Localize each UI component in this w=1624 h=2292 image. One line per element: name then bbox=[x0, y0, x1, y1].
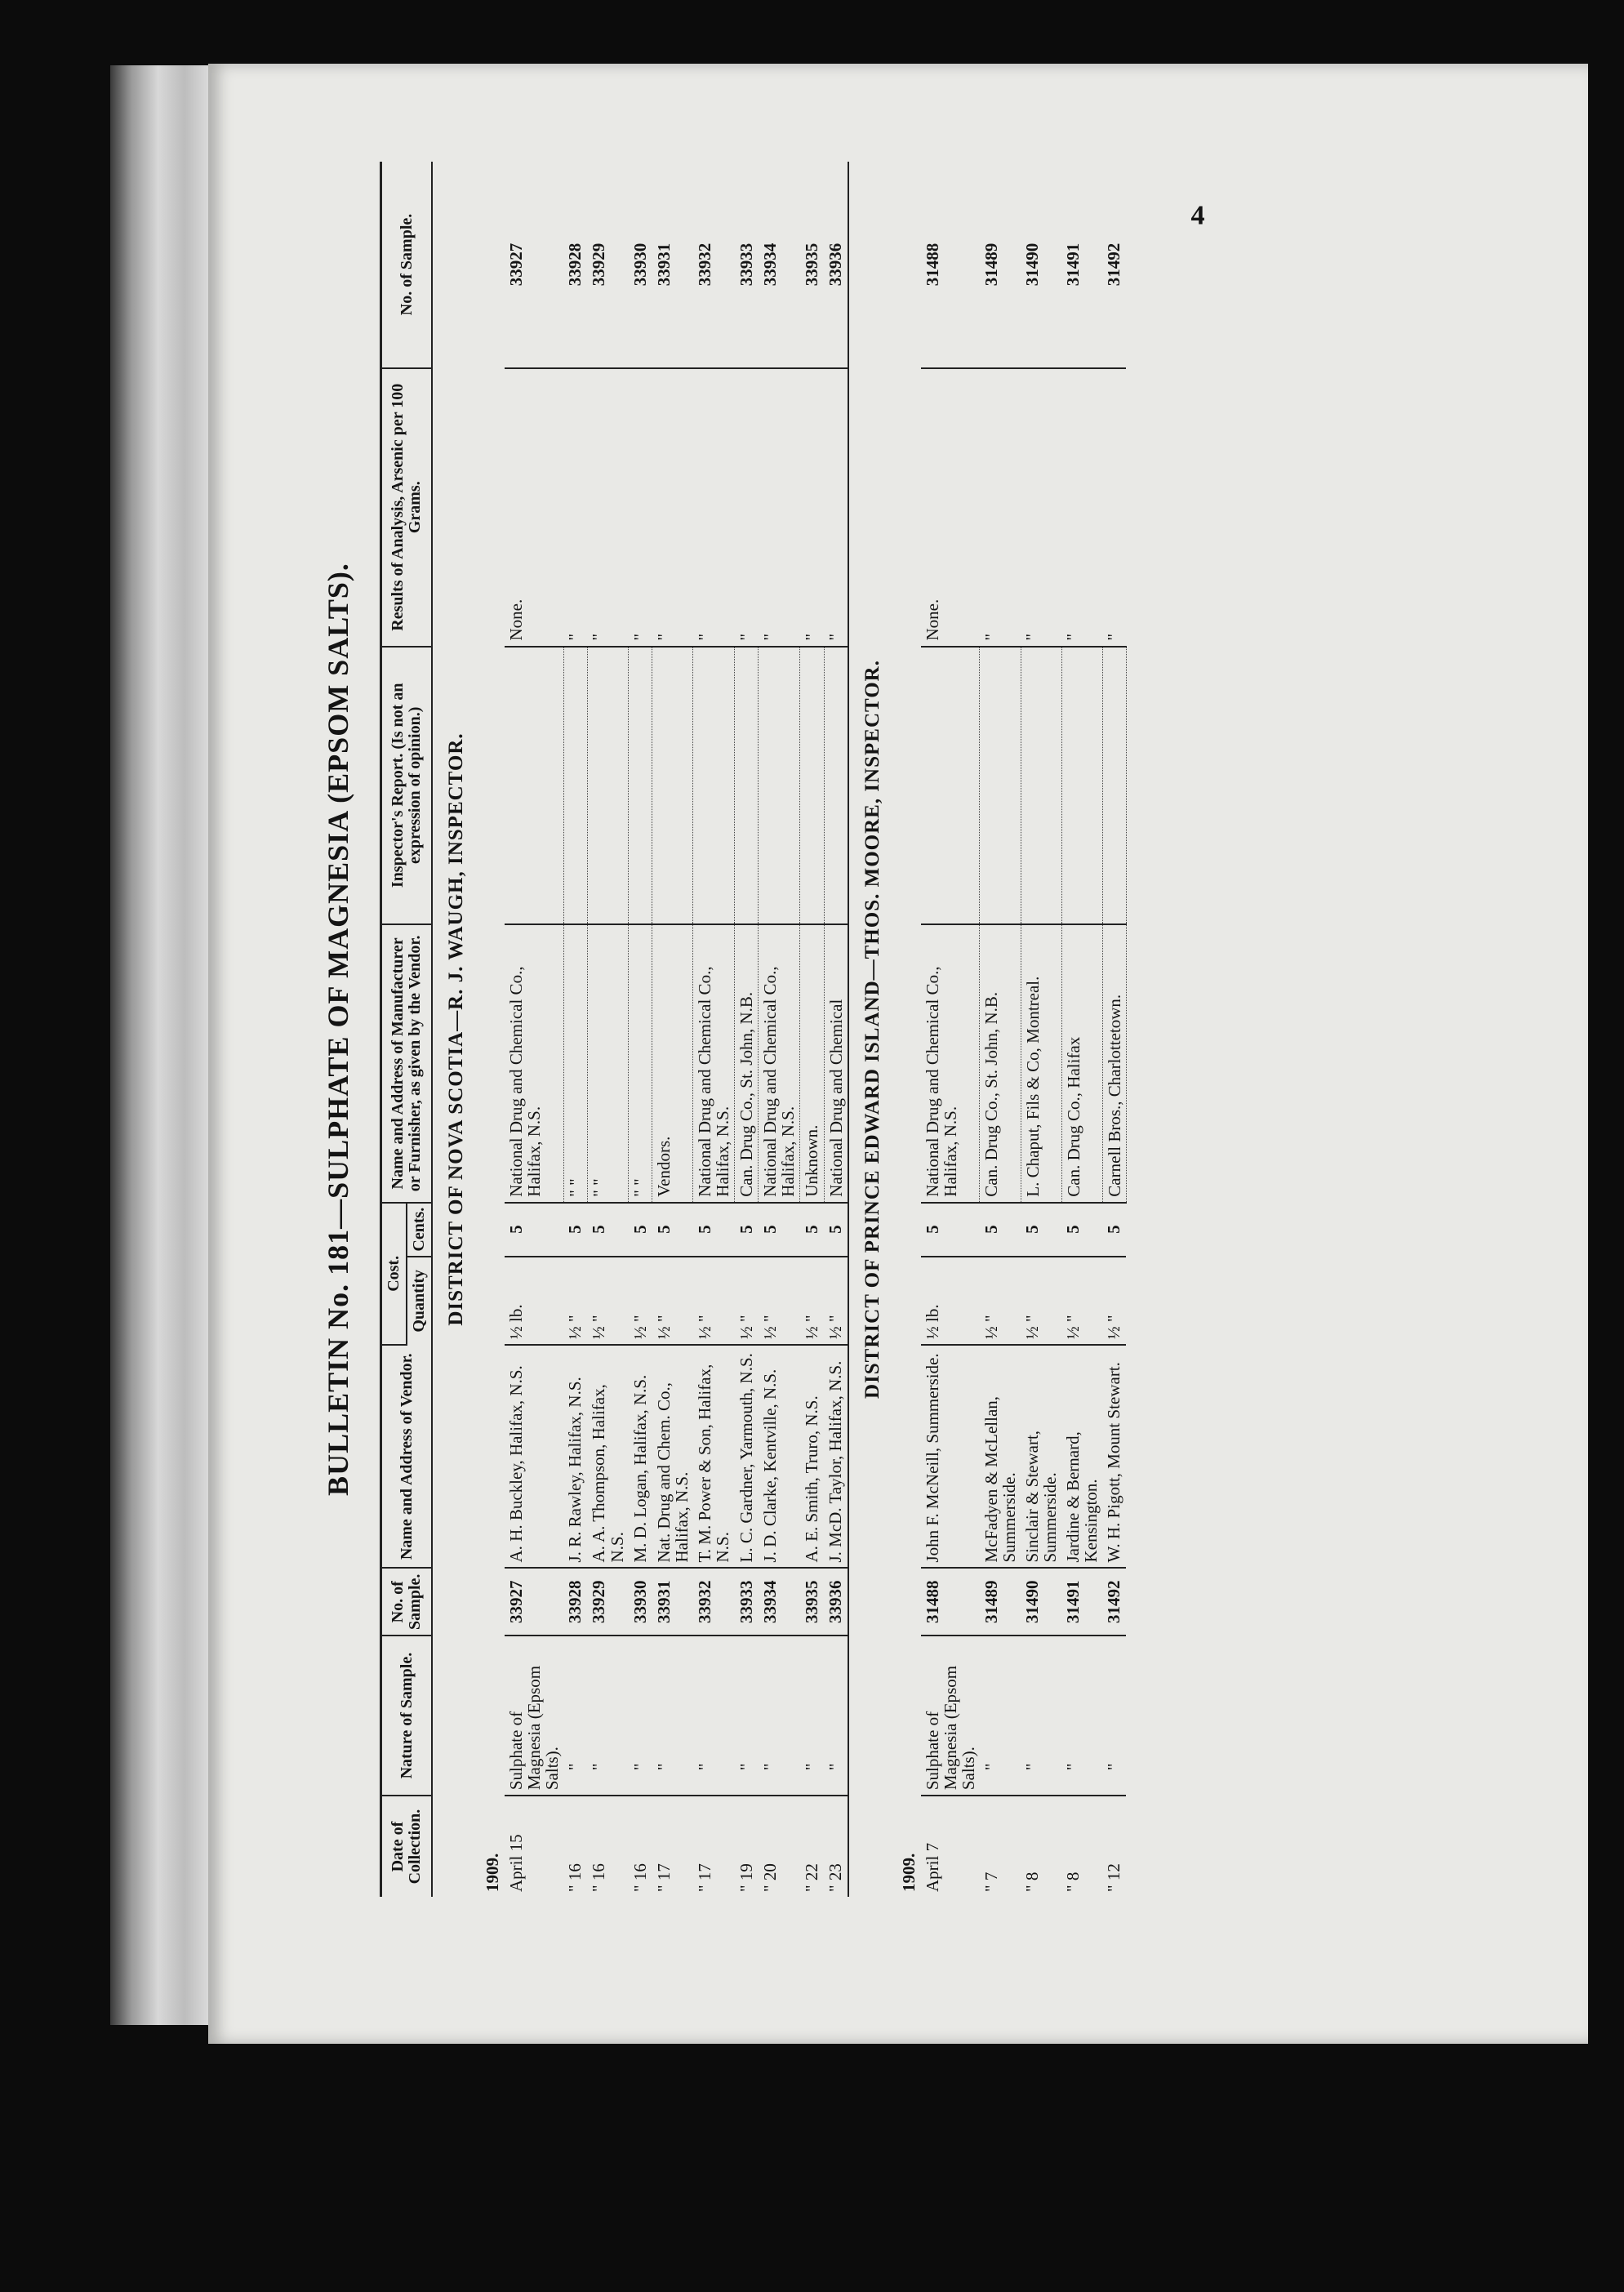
header-quantity: Quantity bbox=[407, 1257, 432, 1345]
header-inspector-report: Inspector's Report. (Is not an expression of opinion.) bbox=[381, 647, 433, 925]
nature-cell: " bbox=[1021, 1636, 1061, 1796]
vendor-cell: M. D. Logan, Halifax, N.S. bbox=[629, 1345, 652, 1569]
quantity-cell: ½ " bbox=[1021, 1257, 1061, 1345]
cents-cell: 5 bbox=[1102, 1203, 1126, 1257]
inspector-report-cell bbox=[800, 647, 824, 925]
table-row bbox=[693, 162, 735, 1897]
inspector-report-cell bbox=[1102, 647, 1126, 925]
inspector-report-cell bbox=[505, 647, 563, 925]
sample-number-right-cell: 33933 bbox=[735, 162, 759, 368]
nature-cell: " bbox=[629, 1636, 652, 1796]
result-cell: " bbox=[980, 368, 1021, 647]
nature-cell: " bbox=[824, 1636, 848, 1796]
table-row bbox=[980, 162, 1021, 1897]
inspector-report-cell bbox=[921, 647, 980, 925]
sample-number-cell: 31490 bbox=[1021, 1569, 1061, 1636]
table-body bbox=[432, 162, 1126, 1897]
date-cell: " 22 bbox=[801, 1863, 821, 1892]
year-row bbox=[897, 162, 921, 1897]
header-results: Results of Analysis, Arsenic per 100 Grams. bbox=[381, 368, 433, 647]
nature-cell: " bbox=[693, 1636, 735, 1796]
table-row bbox=[735, 162, 759, 1897]
cents-cell: 5 bbox=[587, 1203, 628, 1257]
sample-number-cell: 33928 bbox=[563, 1569, 587, 1636]
date-cell: " 17 bbox=[653, 1863, 674, 1892]
sample-number-right-cell: 31492 bbox=[1102, 162, 1126, 368]
nature-cell: " bbox=[587, 1636, 628, 1796]
cents-cell: 5 bbox=[563, 1203, 587, 1257]
header-nature: Nature of Sample. bbox=[381, 1636, 433, 1796]
vendor-cell: A. A. Thompson, Halifax, N.S. bbox=[587, 1345, 628, 1569]
date-cell: " 16 bbox=[630, 1863, 650, 1892]
vendor-cell: W. H. Pigott, Mount Stewart. bbox=[1102, 1345, 1126, 1569]
result-cell: " bbox=[693, 368, 735, 647]
sample-number-right-cell: 33928 bbox=[563, 162, 587, 368]
nature-cell: Sulphate of Magnesia (Epsom Salts). bbox=[505, 1636, 563, 1796]
manufacturer-cell: Can. Drug Co., Halifax bbox=[1061, 924, 1102, 1203]
sample-number-right-cell: 33930 bbox=[629, 162, 652, 368]
nature-cell: " bbox=[1061, 1636, 1102, 1796]
year-row bbox=[480, 162, 505, 1897]
quantity-cell: ½ " bbox=[1102, 1257, 1126, 1345]
nature-cell: " bbox=[1102, 1636, 1126, 1796]
table-row bbox=[629, 162, 652, 1897]
table-row bbox=[1021, 162, 1061, 1897]
quantity-cell: ½ " bbox=[563, 1257, 587, 1345]
table-row bbox=[652, 162, 693, 1897]
vendor-cell: A. H. Buckley, Halifax, N.S. bbox=[505, 1345, 563, 1569]
date-cell: " 8 bbox=[1022, 1871, 1043, 1892]
table-row bbox=[1061, 162, 1102, 1897]
sample-number-cell: 33929 bbox=[587, 1569, 628, 1636]
cents-cell: 5 bbox=[824, 1203, 848, 1257]
date-cell: " 23 bbox=[825, 1863, 845, 1892]
sample-number-cell: 31491 bbox=[1061, 1569, 1102, 1636]
manufacturer-cell: L. Chaput, Fils & Co, Montreal. bbox=[1021, 924, 1061, 1203]
date-cell: " 16 bbox=[565, 1863, 585, 1892]
inspector-report-cell bbox=[652, 647, 693, 925]
result-cell: " bbox=[759, 368, 800, 647]
manufacturer-cell: Vendors. bbox=[652, 924, 693, 1203]
result-cell: " bbox=[629, 368, 652, 647]
district-heading: DISTRICT OF NOVA SCOTIA—R. J. WAUGH, INSPECTOR. bbox=[432, 162, 480, 1897]
inspector-report-cell bbox=[824, 647, 848, 925]
result-cell: None. bbox=[505, 368, 563, 647]
vendor-cell: J. R. Rawley, Halifax, N.S. bbox=[563, 1345, 587, 1569]
sample-number-cell: 33933 bbox=[735, 1569, 759, 1636]
date-cell: " 7 bbox=[981, 1871, 1001, 1892]
date-cell: " 16 bbox=[589, 1863, 609, 1892]
table-row bbox=[824, 162, 848, 1897]
quantity-cell: ½ " bbox=[652, 1257, 693, 1345]
vendor-cell: L. C. Gardner, Yarmouth, N.S. bbox=[735, 1345, 759, 1569]
inspector-report-cell bbox=[980, 647, 1021, 925]
table-row bbox=[587, 162, 628, 1897]
rotated-content bbox=[305, 162, 1456, 1897]
quantity-cell: ½ " bbox=[693, 1257, 735, 1345]
table-row bbox=[505, 162, 563, 1897]
sample-number-cell: 33931 bbox=[652, 1569, 693, 1636]
table-row bbox=[759, 162, 800, 1897]
manufacturer-cell: National Drug and Chemical Co., Halifax, N.S. bbox=[921, 924, 980, 1203]
document-page bbox=[208, 64, 1588, 2044]
nature-cell: " bbox=[652, 1636, 693, 1796]
result-cell: " bbox=[1102, 368, 1126, 647]
inspector-report-cell bbox=[1021, 647, 1061, 925]
date-cell: " 8 bbox=[1063, 1871, 1083, 1892]
district-heading-row bbox=[432, 162, 480, 1897]
sample-number-right-cell: 33936 bbox=[824, 162, 848, 368]
sample-number-cell: 33927 bbox=[505, 1569, 563, 1636]
year-label: 1909. bbox=[898, 1853, 919, 1892]
sample-number-right-cell: 33934 bbox=[759, 162, 800, 368]
manufacturer-cell: " " bbox=[629, 924, 652, 1203]
inspector-report-cell bbox=[759, 647, 800, 925]
sample-number-cell: 31492 bbox=[1102, 1569, 1126, 1636]
sample-number-right-cell: 31489 bbox=[980, 162, 1021, 368]
inspector-report-cell bbox=[629, 647, 652, 925]
table-row bbox=[1102, 162, 1126, 1897]
vendor-cell: J. D. Clarke, Kentville, N.S. bbox=[759, 1345, 800, 1569]
sample-number-right-cell: 33929 bbox=[587, 162, 628, 368]
quantity-cell: ½ lb. bbox=[921, 1257, 980, 1345]
nature-cell: Sulphate of Magnesia (Epsom Salts). bbox=[921, 1636, 980, 1796]
cents-cell: 5 bbox=[629, 1203, 652, 1257]
table-row bbox=[800, 162, 824, 1897]
sample-number-cell: 31488 bbox=[921, 1569, 980, 1636]
date-cell: " 19 bbox=[736, 1863, 756, 1892]
samples-table bbox=[380, 162, 1127, 1897]
manufacturer-cell: National Drug and Chemical Co., Halifax, N.S. bbox=[505, 924, 563, 1203]
manufacturer-cell: Can. Drug Co., St. John, N.B. bbox=[735, 924, 759, 1203]
nature-cell: " bbox=[735, 1636, 759, 1796]
cents-cell: 5 bbox=[693, 1203, 735, 1257]
sample-number-cell: 33932 bbox=[693, 1569, 735, 1636]
sample-number-right-cell: 33931 bbox=[652, 162, 693, 368]
result-cell: " bbox=[1021, 368, 1061, 647]
district-heading: DISTRICT OF PRINCE EDWARD ISLAND—THOS. MOORE, INSPECTOR. bbox=[848, 162, 897, 1897]
header-manufacturer: Name and Address of Manufacturer or Furnisher, as given by the Vendor. bbox=[381, 924, 433, 1203]
sample-number-right-cell: 31491 bbox=[1061, 162, 1102, 368]
header-no-sample-right: No. of Sample. bbox=[381, 162, 433, 368]
result-cell: " bbox=[587, 368, 628, 647]
inspector-report-cell bbox=[587, 647, 628, 925]
result-cell: None. bbox=[921, 368, 980, 647]
page-number: 4 bbox=[1190, 200, 1205, 231]
quantity-cell: ½ " bbox=[824, 1257, 848, 1345]
result-cell: " bbox=[735, 368, 759, 647]
cents-cell: 5 bbox=[980, 1203, 1021, 1257]
table-row bbox=[563, 162, 587, 1897]
quantity-cell: ½ lb. bbox=[505, 1257, 563, 1345]
inspector-report-cell bbox=[563, 647, 587, 925]
manufacturer-cell: National Drug and Chemical Co., Halifax, N.S. bbox=[759, 924, 800, 1203]
nature-cell: " bbox=[563, 1636, 587, 1796]
nature-cell: " bbox=[800, 1636, 824, 1796]
sample-number-right-cell: 31488 bbox=[921, 162, 980, 368]
cents-cell: 5 bbox=[735, 1203, 759, 1257]
result-cell: " bbox=[563, 368, 587, 647]
quantity-cell: ½ " bbox=[629, 1257, 652, 1345]
result-cell: " bbox=[652, 368, 693, 647]
year-label: 1909. bbox=[483, 1853, 503, 1892]
sample-number-cell: 33930 bbox=[629, 1569, 652, 1636]
quantity-cell: ½ " bbox=[735, 1257, 759, 1345]
cents-cell: 5 bbox=[1021, 1203, 1061, 1257]
vendor-cell: Jardine & Bernard, Kensington. bbox=[1061, 1345, 1102, 1569]
cents-cell: 5 bbox=[505, 1203, 563, 1257]
quantity-cell: ½ " bbox=[1061, 1257, 1102, 1345]
sample-number-right-cell: 33935 bbox=[800, 162, 824, 368]
nature-cell: " bbox=[759, 1636, 800, 1796]
date-cell: " 17 bbox=[694, 1863, 714, 1892]
quantity-cell: ½ " bbox=[759, 1257, 800, 1345]
header-date: Date of Collection. bbox=[381, 1796, 433, 1897]
manufacturer-cell: National Drug and Chemical bbox=[824, 924, 848, 1203]
vendor-cell: Nat. Drug and Chem. Co., Halifax, N.S. bbox=[652, 1345, 693, 1569]
result-cell: " bbox=[800, 368, 824, 647]
inspector-report-cell bbox=[735, 647, 759, 925]
inspector-report-cell bbox=[1061, 647, 1102, 925]
date-cell: " 12 bbox=[1104, 1863, 1124, 1892]
header-cost: Cost. bbox=[381, 1203, 407, 1345]
cents-cell: 5 bbox=[759, 1203, 800, 1257]
vendor-cell: J. McD. Taylor, Halifax, N.S. bbox=[824, 1345, 848, 1569]
cents-cell: 5 bbox=[921, 1203, 980, 1257]
date-cell: April 15 bbox=[506, 1834, 527, 1892]
manufacturer-cell: National Drug and Chemical Co., Halifax, N.S. bbox=[693, 924, 735, 1203]
manufacturer-cell: Can. Drug Co., St. John, N.B. bbox=[980, 924, 1021, 1203]
cents-cell: 5 bbox=[800, 1203, 824, 1257]
header-no-sample: No. of Sample. bbox=[381, 1569, 433, 1636]
vendor-cell: Sinclair & Stewart, Summerside. bbox=[1021, 1345, 1061, 1569]
manufacturer-cell: Unknown. bbox=[800, 924, 824, 1203]
vendor-cell: T. M. Power & Son, Halifax, N.S. bbox=[693, 1345, 735, 1569]
sample-number-cell: 33935 bbox=[800, 1569, 824, 1636]
nature-cell: " bbox=[980, 1636, 1021, 1796]
manufacturer-cell: Carnell Bros., Charlottetown. bbox=[1102, 924, 1126, 1203]
result-cell: " bbox=[824, 368, 848, 647]
district-heading-row bbox=[848, 162, 897, 1897]
quantity-cell: ½ " bbox=[800, 1257, 824, 1345]
date-cell: " 20 bbox=[759, 1863, 780, 1892]
manufacturer-cell: " " bbox=[587, 924, 628, 1203]
vendor-cell: John F. McNeill, Summerside. bbox=[921, 1345, 980, 1569]
sample-number-cell: 31489 bbox=[980, 1569, 1021, 1636]
sample-number-right-cell: 33932 bbox=[693, 162, 735, 368]
vendor-cell: McFadyen & McLellan, Summerside. bbox=[980, 1345, 1021, 1569]
page-title: BULLETIN No. 181—SULPHATE OF MAGNESIA (EPSOM SALTS). bbox=[322, 563, 354, 1496]
cents-cell: 5 bbox=[652, 1203, 693, 1257]
book-gutter bbox=[110, 65, 216, 2025]
manufacturer-cell: " " bbox=[563, 924, 587, 1203]
sample-number-right-cell: 33927 bbox=[505, 162, 563, 368]
date-cell: April 7 bbox=[922, 1842, 942, 1892]
quantity-cell: ½ " bbox=[587, 1257, 628, 1345]
inspector-report-cell bbox=[693, 647, 735, 925]
cents-cell: 5 bbox=[1061, 1203, 1102, 1257]
result-cell: " bbox=[1061, 368, 1102, 647]
sample-number-cell: 33936 bbox=[824, 1569, 848, 1636]
sample-number-right-cell: 31490 bbox=[1021, 162, 1061, 368]
table-row bbox=[921, 162, 980, 1897]
sample-number-cell: 33934 bbox=[759, 1569, 800, 1636]
header-vendor: Name and Address of Vendor. bbox=[381, 1345, 433, 1569]
header-cents: Cents. bbox=[407, 1203, 432, 1257]
vendor-cell: A. E. Smith, Truro, N.S. bbox=[800, 1345, 824, 1569]
quantity-cell: ½ " bbox=[980, 1257, 1021, 1345]
